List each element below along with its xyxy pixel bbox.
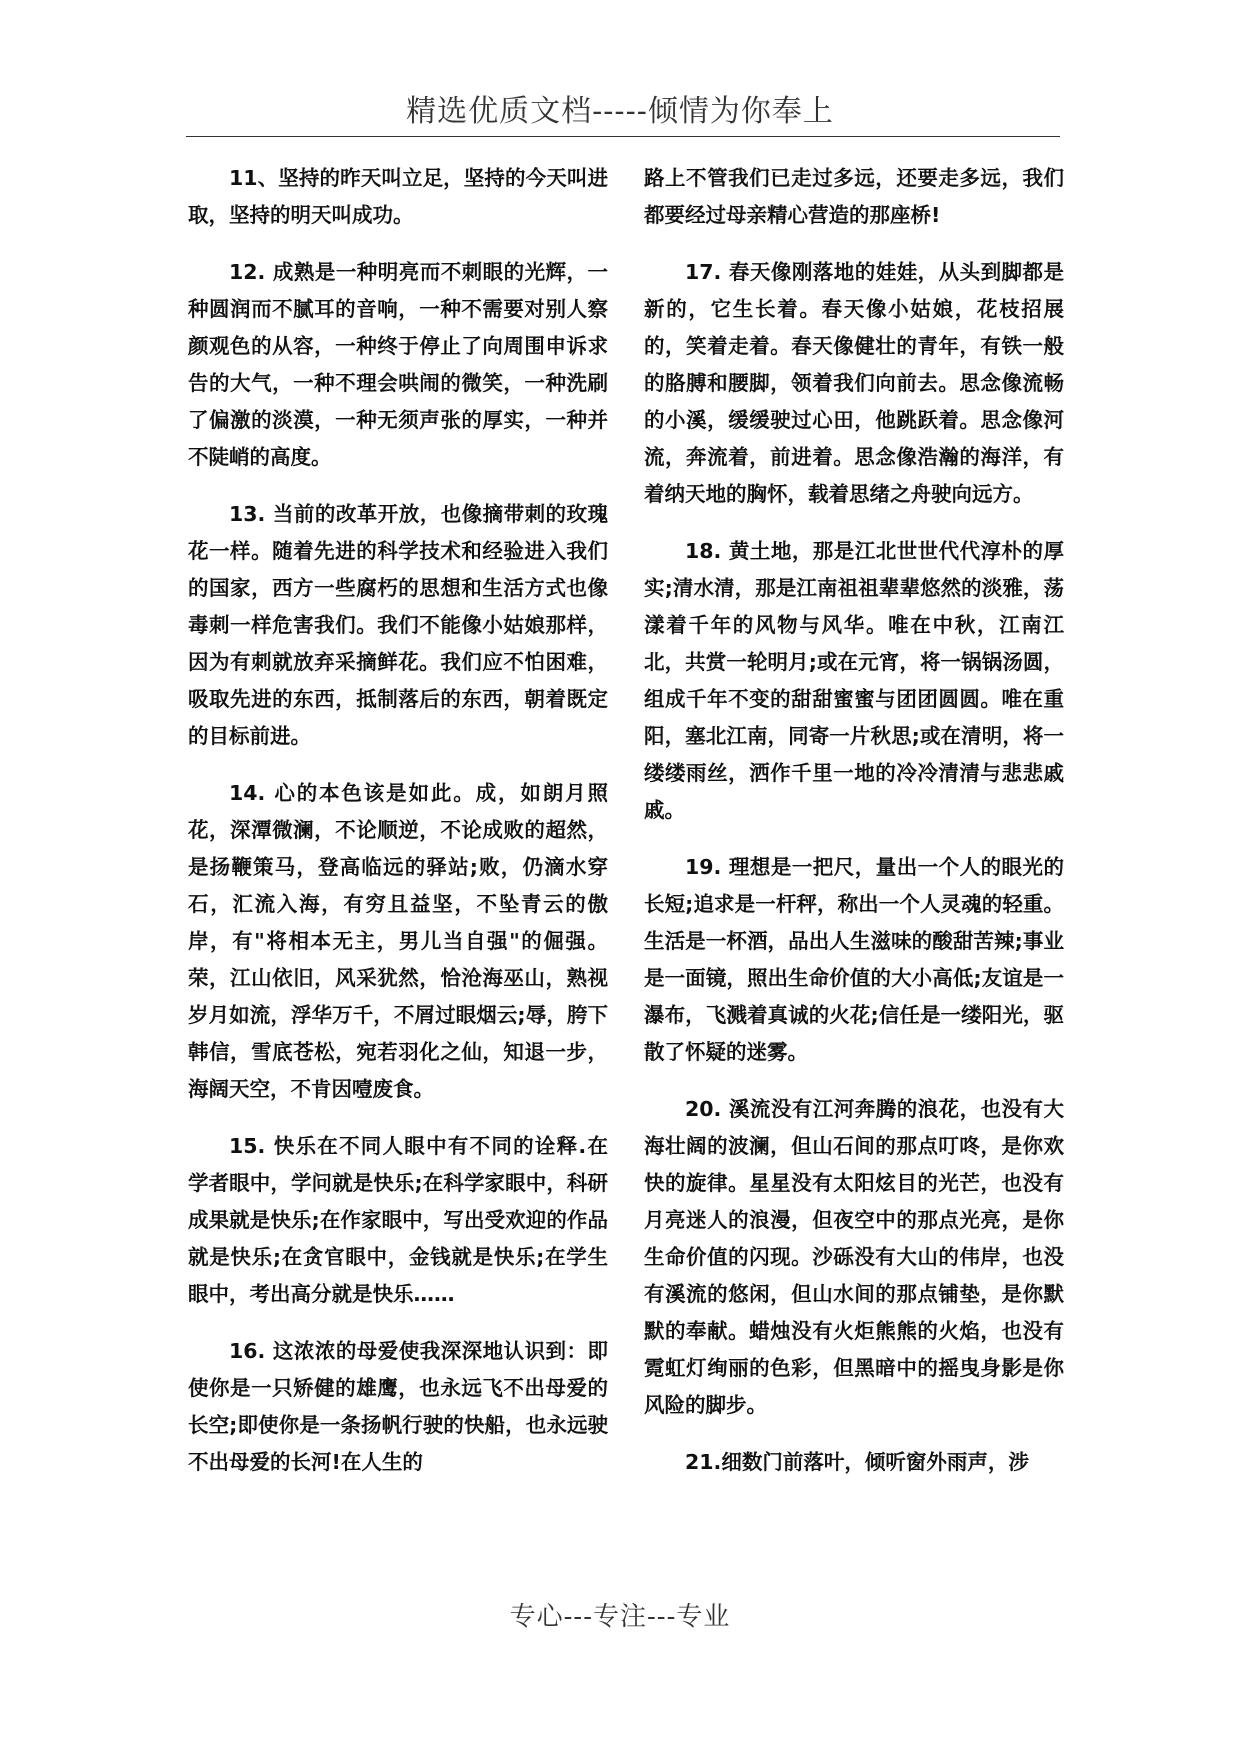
page-header: 精选优质文档-----倾情为你奉上 bbox=[406, 94, 834, 129]
right-column bbox=[644, 160, 1064, 1501]
paragraph-18: 18. 黄土地，那是江北世世代代淳朴的厚实;清水清，那是江南祖祖辈辈悠然的淡雅，荡漾着千年的风物与风华。唯在中秋，江南江北，共赏一轮明月;或在元宵，将一锅锅汤圆，组成千年不变的甜甜蜜蜜与团团圆圆。唯在重阳，塞北江南，同寄一片秋思;或在清明，将一缕缕雨丝，洒作千里一地的冷冷清清与悲悲戚戚。 bbox=[644, 539, 1064, 822]
paragraph-19: 19. 理想是一把尺，量出一个人的眼光的长短;追求是一杆秤，称出一个人灵魂的轻重。生活是一杯酒，品出人生滋味的酸甜苦辣;事业是一面镜，照出生命价值的大小高低;友谊是一瀑布，飞溅着真诚的火花;信任是一缕阳光，驱散了怀疑的迷雾。 bbox=[644, 855, 1064, 1064]
paragraph-16: 16. 这浓浓的母爱使我深深地认识到：即使你是一只矫健的雄鹰，也永远飞不出母爱的长空;即使你是一条扬帆行驶的快船，也永远驶不出母爱的长河!在人生的 bbox=[188, 1339, 608, 1474]
paragraph-16-continued: 路上不管我们已走过多远，还要走多远，我们都要经过母亲精心营造的那座桥! bbox=[644, 166, 1064, 227]
paragraph-15: 15. 快乐在不同人眼中有不同的诠释.在学者眼中，学问就是快乐;在科学家眼中，科研成果就是快乐;在作家眼中，写出受欢迎的作品就是快乐;在贪官眼中，金钱就是快乐;在学生眼中，考出高分就是快乐…… bbox=[188, 1134, 608, 1306]
paragraph-11: 11、坚持的昨天叫立足，坚持的今天叫进取，坚持的明天叫成功。 bbox=[188, 166, 608, 227]
paragraph-17: 17. 春天像刚落地的娃娃，从头到脚都是新的，它生长着。春天像小姑娘，花枝招展的，笑着走着。春天像健壮的青年，有铁一般的胳膊和腰脚，领着我们向前去。思念像流畅的小溪，缓缓驶过心田，他跳跃着。思念像河流，奔流着，前进着。思念像浩瀚的海洋，有着纳天地的胸怀，载着思绪之舟驶向远方。 bbox=[644, 260, 1064, 506]
paragraph-21: 21.细数门前落叶，倾听窗外雨声，涉 bbox=[685, 1450, 1029, 1474]
paragraph-20: 20. 溪流没有江河奔腾的浪花，也没有大海壮阔的波澜，但山石间的那点叮咚，是你欢快的旋律。星星没有太阳炫目的光芒，也没有月亮迷人的浪漫，但夜空中的那点光亮，是你生命价值的闪现。沙砾没有大山的伟岸，也没有溪流的悠闲，但山水间的那点铺垫，是你默默的奉献。蜡烛没有火炬熊熊的火焰，也没有霓虹灯绚丽的色彩，但黑暗中的摇曳身影是你风险的脚步。 bbox=[644, 1097, 1064, 1417]
header-divider bbox=[186, 136, 1060, 137]
paragraph-14: 14. 心的本色该是如此。成，如朗月照花，深潭微澜，不论顺逆，不论成败的超然，是扬鞭策马，登高临远的驿站;败，仍滴水穿石，汇流入海，有穷且益坚，不坠青云的傲岸，有"将相本无主，男儿当自强"的倔强。荣，江山依旧，风采犹然，恰沧海巫山，熟视岁月如流，浮华万千，不屑过眼烟云;辱，胯下韩信，雪底苍松，宛若羽化之仙，知退一步，海阔天空，不肯因噎废食。 bbox=[188, 781, 608, 1101]
left-column bbox=[188, 160, 608, 1501]
paragraph-12: 12. 成熟是一种明亮而不刺眼的光辉，一种圆润而不腻耳的音响，一种不需要对别人察颜观色的从容，一种终于停止了向周围申诉求告的大气，一种不理会哄闹的微笑，一种洗刷了偏激的淡漠，一种无须声张的厚实，一种并不陡峭的高度。 bbox=[188, 260, 608, 469]
paragraph-13: 13. 当前的改革开放，也像摘带刺的玫瑰花一样。随着先进的科学技术和经验进入我们的国家，西方一些腐朽的思想和生活方式也像毒刺一样危害我们。我们不能像小姑娘那样，因为有刺就放弃采摘鲜花。我们应不怕困难，吸取先进的东西，抵制落后的东西，朝着既定的目标前进。 bbox=[188, 502, 608, 748]
page-footer: 专心---专注---专业 bbox=[509, 1602, 731, 1632]
